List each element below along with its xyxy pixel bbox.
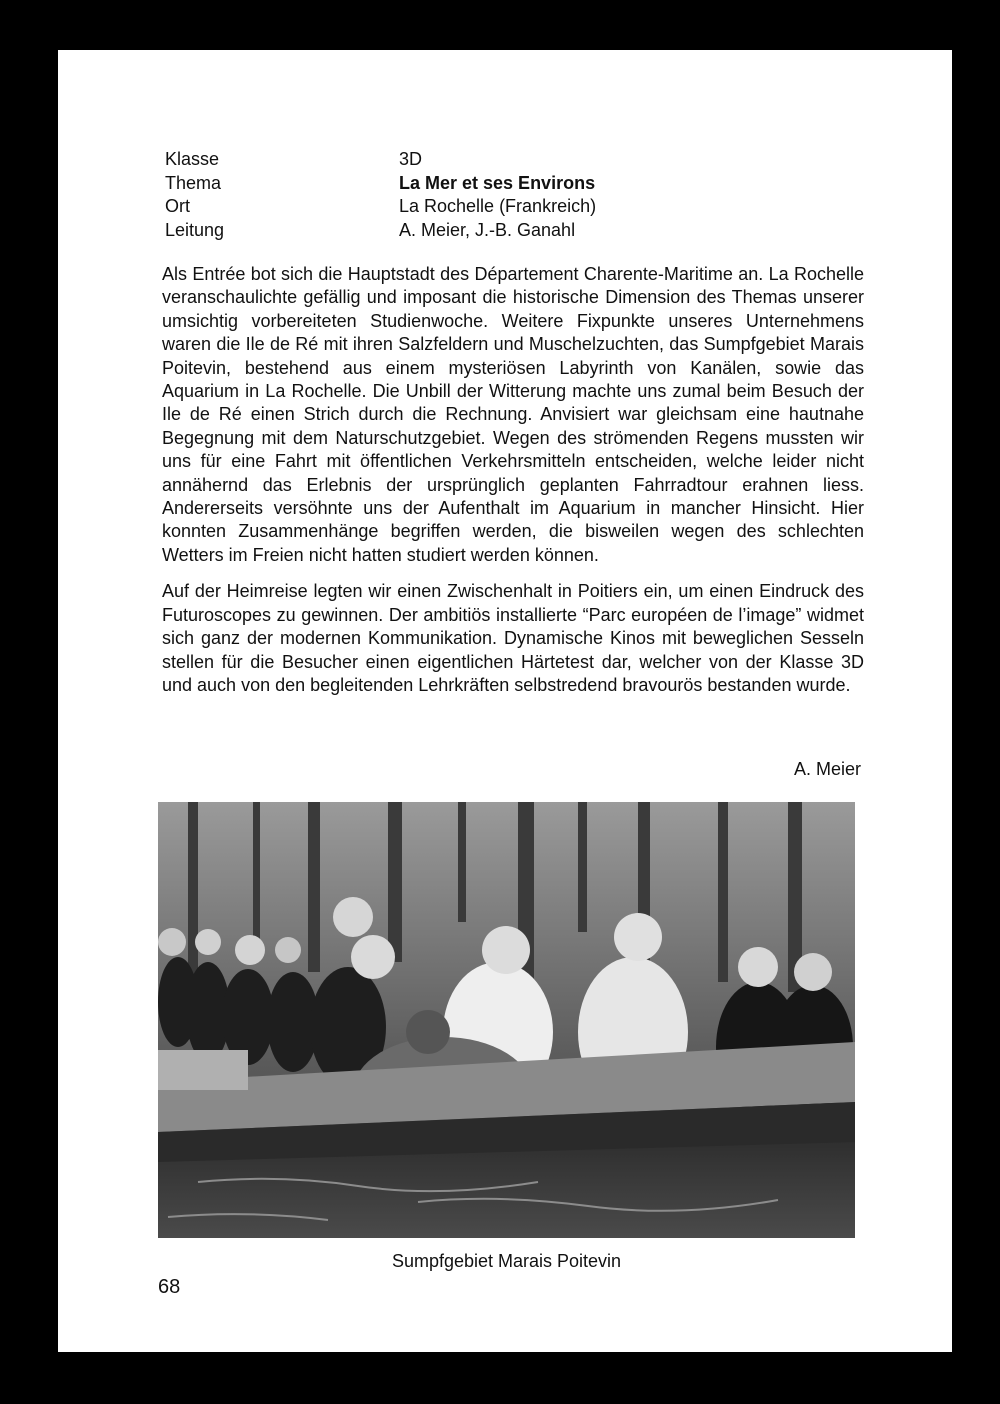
- class-value: 3D: [399, 149, 423, 169]
- boat-photo: [158, 802, 855, 1238]
- photo-caption: Sumpfgebiet Marais Poitevin: [391, 1251, 622, 1271]
- article-paragraph-2: Auf der Heimreise legten wir einen Zwischenhalt in Poitiers ein, um einen Eindruck des Futuroscopes zu gewinnen. Der ambitiös installierte “Parc européen de l’image” widmet sich ganz der modernen Kommunikation. Dynamische Kinos mit beweglichen Sesseln stellen für die Besucher einen eigentlichen Härtetest dar, welcher von der Klasse 3D und auch von den begleitenden Lehrkräften selbstredend bravourös bestanden wurde.: [162, 581, 864, 695]
- author-signature: A. Meier: [793, 759, 861, 779]
- article-paragraph-1: Als Entrée bot sich die Hauptstadt des Département Charente-Maritime an. La Rochelle veranschaulichte gefällig und imposant die historische Dimension des Themas unserer umsichtig vorbereiteten Studienwoche. Weitere Fixpunkte unseres Unternehmens waren die Ile de Ré mit ihren Salzfeldern und Muschelzuchten, das Sumpfgebiet Marais Poitevin, bestehend aus einem mysteriösen Labyrinth von Kanälen, sowie das Aquarium in La Rochelle. Die Unbill der Witterung machte uns zumal beim Besuch der Ile de Ré einen Strich durch die Rechnung. Anvisiert war gleichsam eine hautnahe Begegnung mit dem Naturschutzgebiet. Wegen des strömenden Regens mussten wir uns für eine Fahrt mit öffentlichen Verkehrsmitteln entscheiden, welche leider nicht annähernd das Erlebnis der ursprünglich geplanten Fahrradtour erahnen liess. Andererseits versöhnte uns der Aufenthalt im Aquarium in mancher Hinsicht. Hier konnten Zusammenhänge begriffen werden, die bisweilen wegen des schlechten Wetters im Freien nicht hatten studiert werden können.: [162, 264, 864, 565]
- document-page: [58, 50, 952, 1352]
- meta-row-leader: [165, 219, 596, 243]
- leader-value: A. Meier, J.-B. Ganahl: [399, 219, 576, 240]
- meta-row-theme: [165, 172, 596, 196]
- class-label: Klasse: [165, 149, 220, 169]
- location-label: Ort: [165, 196, 190, 216]
- boat-photo-illustration: [158, 802, 855, 1238]
- meta-row-location: [165, 195, 596, 219]
- location-value: La Rochelle (Frankreich): [399, 196, 597, 216]
- theme-value: La Mer et ses Environs: [399, 172, 596, 193]
- meta-row-class: [165, 148, 596, 172]
- article-body: [162, 263, 864, 710]
- class-info: [165, 148, 596, 242]
- page-number: 68: [158, 1276, 181, 1298]
- leader-label: Leitung: [165, 219, 225, 240]
- theme-label: Thema: [165, 172, 222, 193]
